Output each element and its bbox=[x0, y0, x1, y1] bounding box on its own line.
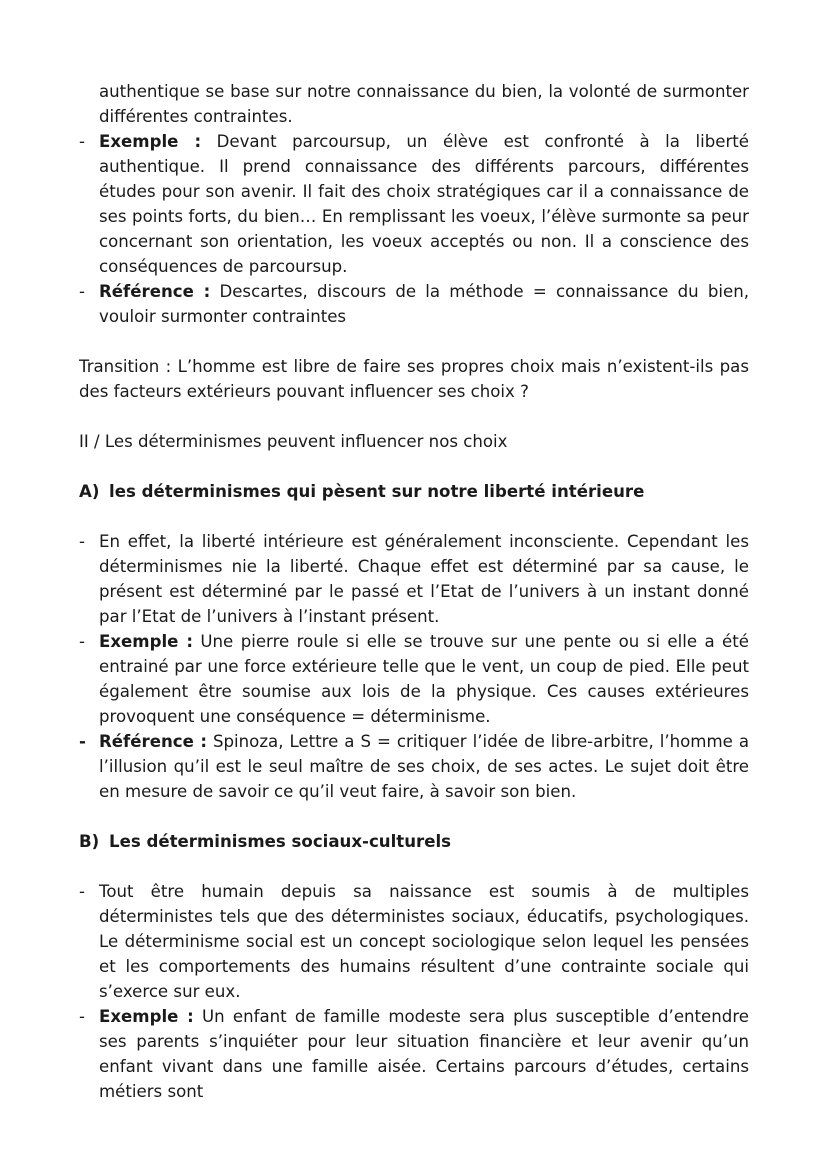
item-label: Référence : bbox=[99, 732, 207, 751]
item-label: Exemple : bbox=[99, 1007, 194, 1026]
list-dash: - bbox=[79, 282, 85, 301]
list-item-exemple-parcoursup bbox=[79, 129, 749, 279]
item-text: Spinoza, Lettre a S = critiquer l’idée de libre-arbitre, l’homme a l’illusion qu’il est le seul maître de ses choix, de ses actes. Le sujet doit être en mesure de savoir ce qu’il veut faire, à savoir son bien. bbox=[99, 732, 749, 801]
list-dash: - bbox=[79, 1007, 85, 1026]
list-item-exemple-enfant bbox=[79, 1004, 749, 1104]
section-letter: B) bbox=[79, 832, 100, 851]
list-item-reference-descartes bbox=[79, 279, 749, 329]
list-dash: - bbox=[79, 132, 85, 151]
section-title: Les déterminismes sociaux-culturels bbox=[109, 832, 452, 851]
item-text: Devant parcoursup, un élève est confronté à la liberté authentique. Il prend connaissance des différents parcours, différentes études pour son avenir. Il fait des choix stratégiques car il a connaissance de ses points forts, du bien… En remplissant les voeux, l’élève surmonte sa peur concernant son orientation, les voeux acceptés ou non. Il a conscience des conséquences de parcoursup. bbox=[99, 132, 749, 276]
item-text: Un enfant de famille modeste sera plus susceptible d’entendre ses parents s’inquiéter pour leur situation financière et leur avenir qu’un enfant vivant dans une famille aisée. Certains parcours d’études, certains métiers sont bbox=[99, 1007, 749, 1101]
item-text: Tout être humain depuis sa naissance est soumis à de multiples déterministes tels que des déterministes sociaux, éducatifs, psychologiques. Le déterminisme social est un concept sociologique selon lequel les pensées et les comportements des humains résultent d’une contrainte sociale qui s’exerce sur eux. bbox=[99, 882, 749, 1001]
section-b-heading bbox=[79, 829, 749, 854]
item-text: Une pierre roule si elle se trouve sur une pente ou si elle a été entrainé par une force extérieure telle que le vent, un coup de pied. Elle peut également être soumise aux lois de la physique. Ces causes extérieures provoquent une conséquence = déterminisme. bbox=[99, 632, 749, 726]
item-label: Exemple : bbox=[99, 632, 193, 651]
transition-paragraph: Transition : L’homme est libre de faire ses propres choix mais n’existent-ils pas des facteurs extérieurs pouvant influencer ses choix ? bbox=[79, 357, 749, 401]
item-label: Référence : bbox=[99, 282, 211, 301]
list-dash: - bbox=[79, 532, 85, 551]
item-text: Descartes, discours de la méthode = connaissance du bien, vouloir surmonter contraintes bbox=[99, 282, 749, 326]
list-dash: - bbox=[79, 882, 85, 901]
item-text: En effet, la liberté intérieure est généralement inconsciente. Cependant les déterminismes nie la liberté. Chaque effet est déterminé par sa cause, le présent est déterminé par le passé et l’Etat de l’univers à un instant donné par l’Etat de l’univers à l’instant présent. bbox=[99, 532, 749, 626]
list-dash: - bbox=[79, 732, 86, 751]
item-label: Exemple : bbox=[99, 132, 202, 151]
section-letter: A) bbox=[79, 482, 100, 501]
continuation-text bbox=[99, 79, 749, 129]
section-title: les déterminismes qui pèsent sur notre liberté intérieure bbox=[109, 482, 645, 501]
list-item-exemple-pierre bbox=[79, 629, 749, 729]
section-a-heading bbox=[79, 479, 749, 504]
list-item-determinismes-sociaux bbox=[79, 879, 749, 1004]
list-item-liberte-interieure bbox=[79, 529, 749, 629]
list-dash: - bbox=[79, 632, 85, 651]
list-item-reference-spinoza bbox=[79, 729, 749, 804]
continuation-text-content: authentique se base sur notre connaissance du bien, la volonté de surmonter différentes contraintes. bbox=[99, 82, 749, 126]
part-two-title: II / Les déterminismes peuvent influencer nos choix bbox=[79, 432, 508, 451]
